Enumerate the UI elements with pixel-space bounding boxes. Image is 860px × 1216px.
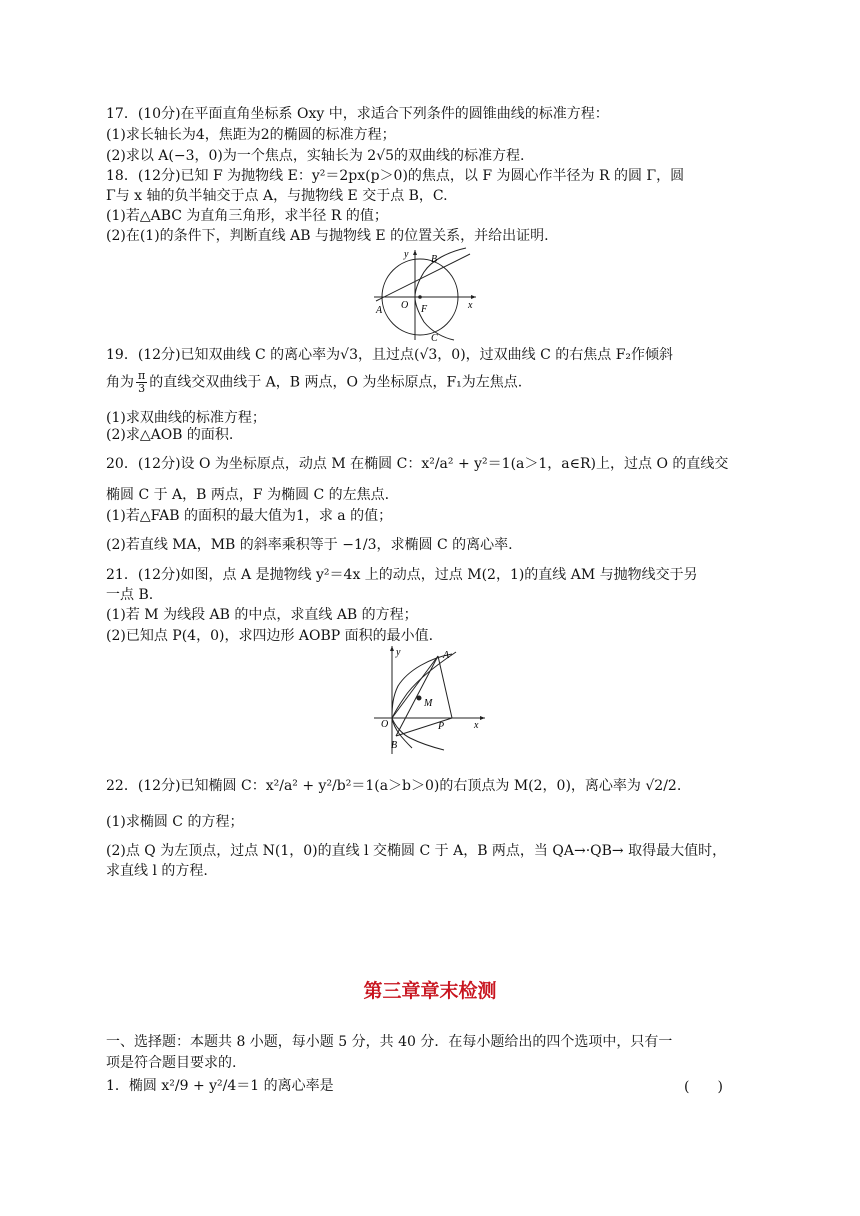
p18-fig-label-B: B <box>431 254 438 265</box>
p21-figure <box>370 644 490 756</box>
p21-stem-1: 21．(12分)如图，点 A 是抛物线 y²＝4x 上的动点，过点 M(2，1)的直线 AM 与抛物线交于另 <box>106 567 698 583</box>
p21-stem-2: 一点 B. <box>106 587 154 603</box>
p17-stem: 17．(10分)在平面直角坐标系 Oxy 中，求适合下列条件的圆锥曲线的标准方程： <box>106 106 609 122</box>
p19-q2: (2)求△AOB 的面积. <box>106 427 234 443</box>
p19-q1: (1)求双曲线的标准方程； <box>106 410 266 426</box>
p22-q2-cont: 求直线 l 的方程. <box>106 863 208 879</box>
p21-fig-label-x: x <box>474 720 479 731</box>
p21-fig-label-B: B <box>391 740 398 751</box>
p18-q1: (1)若△ABC 为直角三角形，求半径 R 的值； <box>106 208 388 224</box>
p22-q1: (1)求椭圆 C 的方程； <box>106 814 244 830</box>
p21-fig-label-O: O <box>381 719 389 730</box>
section-intro-1: 一、选择题：本题共 8 小题，每小题 5 分，共 40 分．在每小题给出的四个选项中，只有一 <box>106 1034 673 1050</box>
p22-q2: (2)点 Q 为左顶点，过点 N(1，0)的直线 l 交椭圆 C 于 A，B 两点，当 QA→·QB→ 取得最大值时， <box>106 843 727 859</box>
p18-stem-1: 18．(12分)已知 F 为抛物线 E：y²＝2px(p＞0)的焦点，以 F 为圆心作半径为 R 的圆 Γ，圆 <box>106 168 685 184</box>
p19-frac-den: 3 <box>138 382 146 395</box>
p20-stem-1: 20．(12分)设 O 为坐标原点，动点 M 在椭圆 C：x²/a² + y²＝1(a＞1，a∈R)上，过点 O 的直线交 <box>106 456 729 472</box>
p18-fig-label-F: F <box>421 304 428 315</box>
p18-q2: (2)在(1)的条件下，判断直线 AB 与抛物线 E 的位置关系，并给出证明. <box>106 228 549 244</box>
p18-figure <box>370 246 482 342</box>
p22-stem-1: 22．(12分)已知椭圆 C：x²/a² + y²/b²＝1(a＞b＞0)的右顶点为 M(2，0)，离心率为 √2/2. <box>106 778 682 794</box>
p18-fig-label-y: y <box>404 249 409 260</box>
p21-fig-label-y: y <box>396 647 401 658</box>
p20-q1: (1)若△FAB 的面积的最大值为1，求 a 的值； <box>106 508 393 524</box>
p19-frac-num: π <box>138 369 146 382</box>
p19-stem-1: 19．(12分)已知双曲线 C 的离心率为√3，且过点(√3，0)，过双曲线 C 的右焦点 F₂作倾斜 <box>106 347 674 363</box>
p21-fig-label-M: M <box>424 698 433 709</box>
p19-stem-2b: 的直线交双曲线于 A，B 两点，O 为坐标原点，F₁为左焦点. <box>149 374 523 391</box>
p21-q2: (2)已知点 P(4，0)，求四边形 AOBP 面积的最小值. <box>106 628 434 644</box>
chapter-title: 第三章章末检测 <box>363 980 497 1002</box>
p21-fig-label-A: A <box>443 650 450 661</box>
p17-q1: (1)求长轴长为4，焦距为2的椭圆的标准方程； <box>106 127 396 143</box>
q1-answer-blank: ( ) <box>684 1079 723 1095</box>
p21-q1: (1)若 M 为线段 AB 的中点，求直线 AB 的方程； <box>106 607 418 623</box>
p18-fig-label-x: x <box>468 300 473 311</box>
p17-q2: (2)求以 A(−3，0)为一个焦点，实轴长为 2√5的双曲线的标准方程. <box>106 148 525 164</box>
p18-fig-label-C: C <box>431 333 438 342</box>
p19-stem-2 <box>106 370 522 395</box>
p21-fig-label-P: P <box>438 721 445 732</box>
q1-text: 1．椭圆 x²/9 + y²/4＝1 的离心率是 <box>106 1078 334 1094</box>
p19-stem-2a: 角为 <box>106 374 134 391</box>
p19-fraction <box>136 370 147 395</box>
p20-q2: (2)若直线 MA，MB 的斜率乘积等于 −1/3，求椭圆 C 的离心率. <box>106 537 513 553</box>
p18-fig-label-A: A <box>376 305 383 316</box>
section-intro-2: 项是符合题目要求的. <box>106 1055 237 1071</box>
p18-stem-2: Γ与 x 轴的负半轴交于点 A，与抛物线 E 交于点 B，C. <box>106 188 448 204</box>
p20-stem-2: 椭圆 C 于 A，B 两点，F 为椭圆 C 的左焦点. <box>106 487 390 503</box>
p18-fig-label-O: O <box>401 300 409 311</box>
